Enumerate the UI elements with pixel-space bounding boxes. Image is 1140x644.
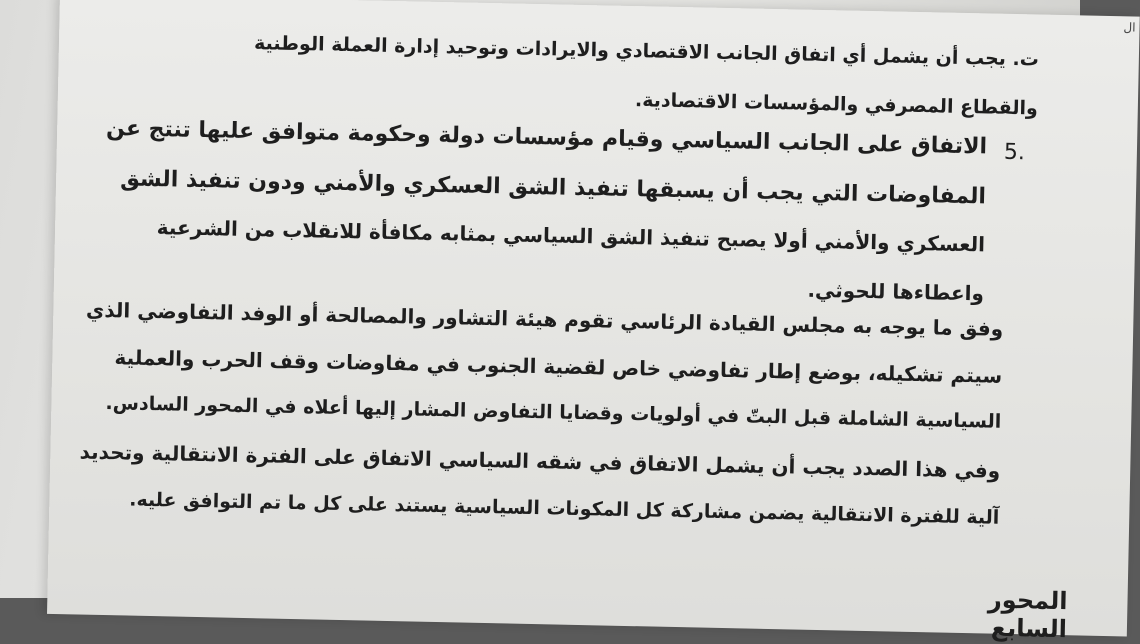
text-line-5: العسكري والأمني أولا يصبح تنفيذ الشق السياسي بمثابه مكافأة للانقلاب من الشرعية (156, 215, 986, 257)
text-line-1: ت. يجب أن يشمل أي اتفاق الجانب الاقتصادي والايرادات وتوحيد إدارة العملة الوطنية (253, 32, 1040, 71)
corner-mark: ال (1123, 20, 1136, 35)
text-line-4: المفاوضات التي يجب أن يسبقها تنفيذ الشق العسكري والأمني ودون تنفيذ الشق (119, 166, 987, 210)
text-line-8: سيتم تشكيله، بوضع إطار تفاوضي خاص لقضية الجنوب في مفاوضات وقف الحرب والعملية (114, 345, 1003, 388)
list-item-number: 5. (1003, 139, 1026, 166)
document-page (47, 0, 1140, 644)
text-line-9: السياسية الشاملة قبل البتّ في أولويات وقضايا التفاوض المشار إليها أعلاه في المحور السادس. (105, 392, 1002, 433)
cutoff-heading-text: المحور السابع (987, 585, 1068, 644)
text-line-2: والقطاع المصرفي والمؤسسات الاقتصادية. (634, 89, 1039, 120)
text-line-7: وفق ما يوجه به مجلس القيادة الرئاسي تقوم هيئة التشاور والمصالحة أو الوفد التفاوضي الذي (85, 297, 1004, 341)
text-line-6: واعطاءها للحوثي. (807, 277, 985, 306)
text-line-11: آلية للفترة الانتقالية يضمن مشاركة كل المكونات السياسية يستند على كل ما تم التوافق عليه. (129, 488, 1000, 529)
cutoff-heading (957, 585, 1068, 644)
text-line-3: الاتفاق على الجانب السياسي وقيام مؤسسات دولة وحكومة متوافق عليها تنتج عن (105, 115, 988, 160)
text-line-10: وفي هذا الصدد يجب أن يشمل الاتفاق في شقه السياسي الاتفاق على الفترة الانتقالية وتحديد (79, 439, 1001, 483)
